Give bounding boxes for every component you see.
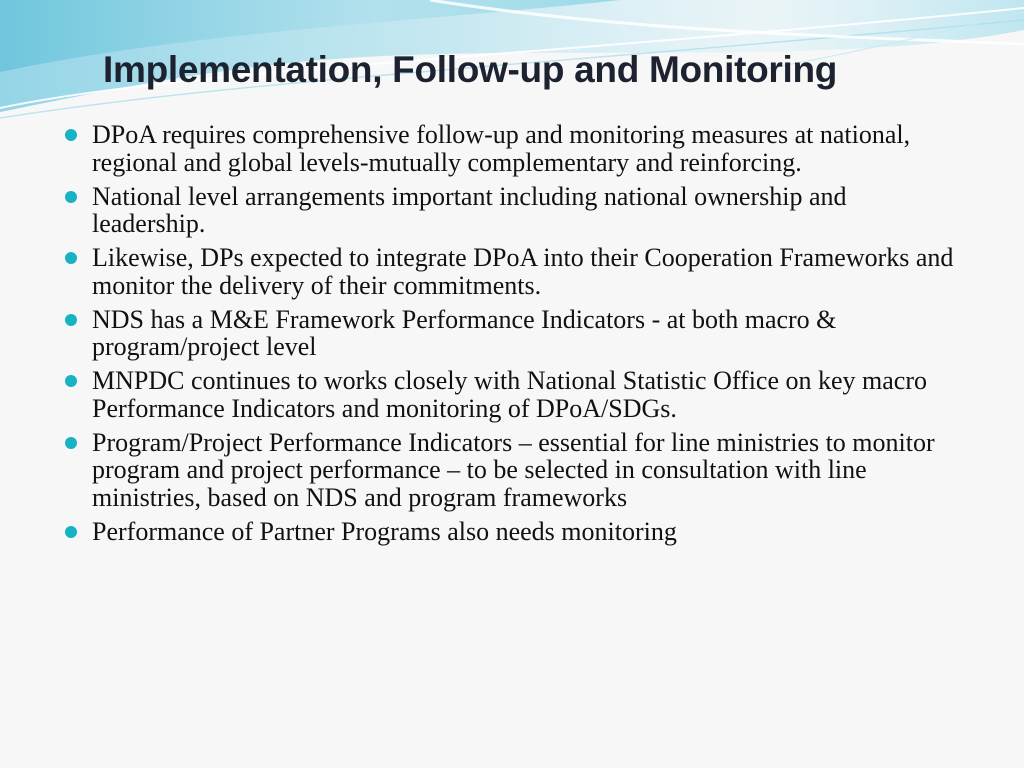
bullet-icon (65, 437, 77, 449)
list-item (92, 306, 964, 361)
page-title: Implementation, Follow-up and Monitoring (103, 49, 838, 90)
bullet-icon (65, 252, 77, 264)
list-item (92, 429, 964, 512)
bullet-text: MNPDC continues to works closely with National Statistic Office on key macro Performance Indicators and monitoring of DPoA/SDGs. (92, 366, 927, 423)
bullet-icon (65, 191, 77, 203)
bullet-text: Performance of Partner Programs also needs monitoring (92, 516, 677, 546)
bullet-text: Program/Project Performance Indicators – essential for line ministries to monitor program and project performance – to be selected in consultation with line ministries, based on NDS and program frameworks (92, 427, 935, 512)
list-item (92, 121, 964, 176)
bullet-icon (65, 375, 77, 387)
bullet-text: National level arrangements important including national ownership and leadership. (92, 181, 847, 238)
bullet-icon (65, 314, 77, 326)
list-item (92, 518, 964, 546)
bullet-icon (65, 129, 77, 141)
list-item (92, 183, 964, 238)
bullet-icon (65, 526, 77, 538)
bullet-text: DPoA requires comprehensive follow-up and monitoring measures at national, regional and global levels-mutually complementary and reinforcing. (92, 120, 911, 177)
list-item (92, 244, 964, 299)
bullet-text: Likewise, DPs expected to integrate DPoA into their Cooperation Frameworks and monitor the delivery of their commitments. (92, 243, 954, 300)
list-item (92, 367, 964, 422)
bullet-text: NDS has a M&E Framework Performance Indicators - at both macro & program/project level (92, 304, 837, 361)
bullet-list (92, 121, 964, 552)
